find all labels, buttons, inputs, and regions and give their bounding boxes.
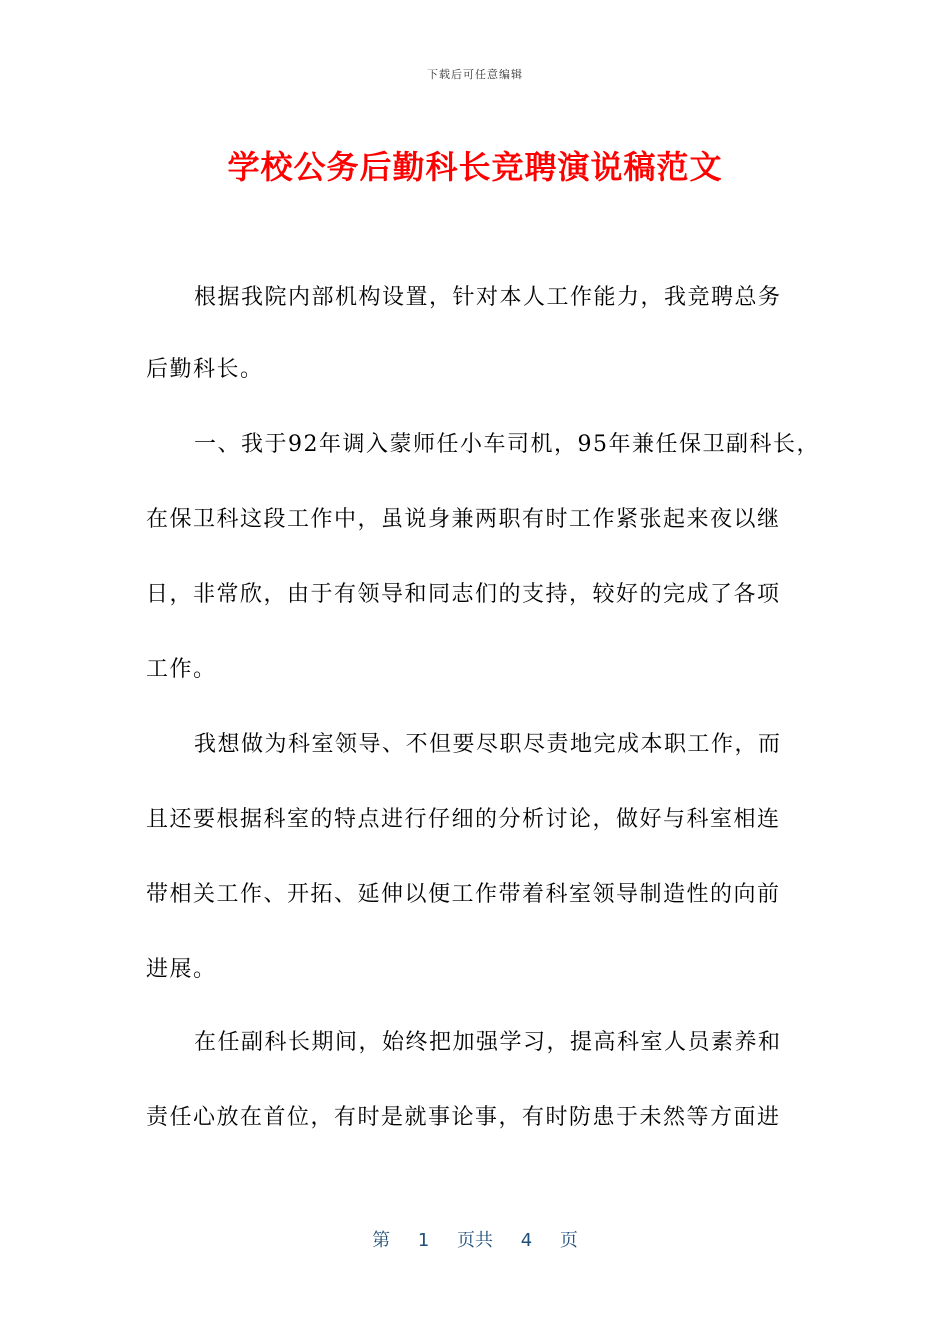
paragraph-line: 后勤科长。 <box>146 357 264 382</box>
paragraph-line: 责任心放在首位，有时是就事论事，有时防患于未然等方面进 <box>146 1105 781 1130</box>
paragraph-line: 带相关工作、开拓、延伸以便工作带着科室领导制造性的向前 <box>146 882 781 907</box>
paragraph-line: 进展。 <box>146 957 217 982</box>
header-note: 下载后可任意编辑 <box>427 68 523 81</box>
page-total: 4 <box>520 1230 533 1251</box>
paragraph-line: 一、我于92年调入蒙师任小车司机，95年兼任保卫副科长， <box>194 432 820 457</box>
paragraph-line: 在保卫科这段工作中，虽说身兼两职有时工作紧张起来夜以继 <box>146 507 781 532</box>
paragraph-line: 且还要根据科室的特点进行仔细的分析讨论，做好与科室相连 <box>146 807 781 832</box>
page-label-suffix: 页 <box>559 1230 578 1251</box>
document-title: 学校公务后勤科长竞聘演说稿范文 <box>227 148 723 186</box>
paragraph-line: 我想做为科室领导、不但要尽职尽责地完成本职工作，而 <box>194 732 782 757</box>
page-label-mid: 页共 <box>457 1230 493 1251</box>
paragraph-line: 根据我院内部机构设置，针对本人工作能力，我竞聘总务 <box>194 285 782 310</box>
page-footer <box>0 1226 950 1252</box>
page-number: 1 <box>417 1230 430 1251</box>
paragraph-line: 工作。 <box>146 657 217 682</box>
page-label-prefix: 第 <box>372 1230 391 1251</box>
paragraph-line: 在任副科长期间，始终把加强学习，提高科室人员素养和 <box>194 1030 782 1055</box>
paragraph-line: 日，非常欣，由于有领导和同志们的支持，较好的完成了各项 <box>146 582 781 607</box>
